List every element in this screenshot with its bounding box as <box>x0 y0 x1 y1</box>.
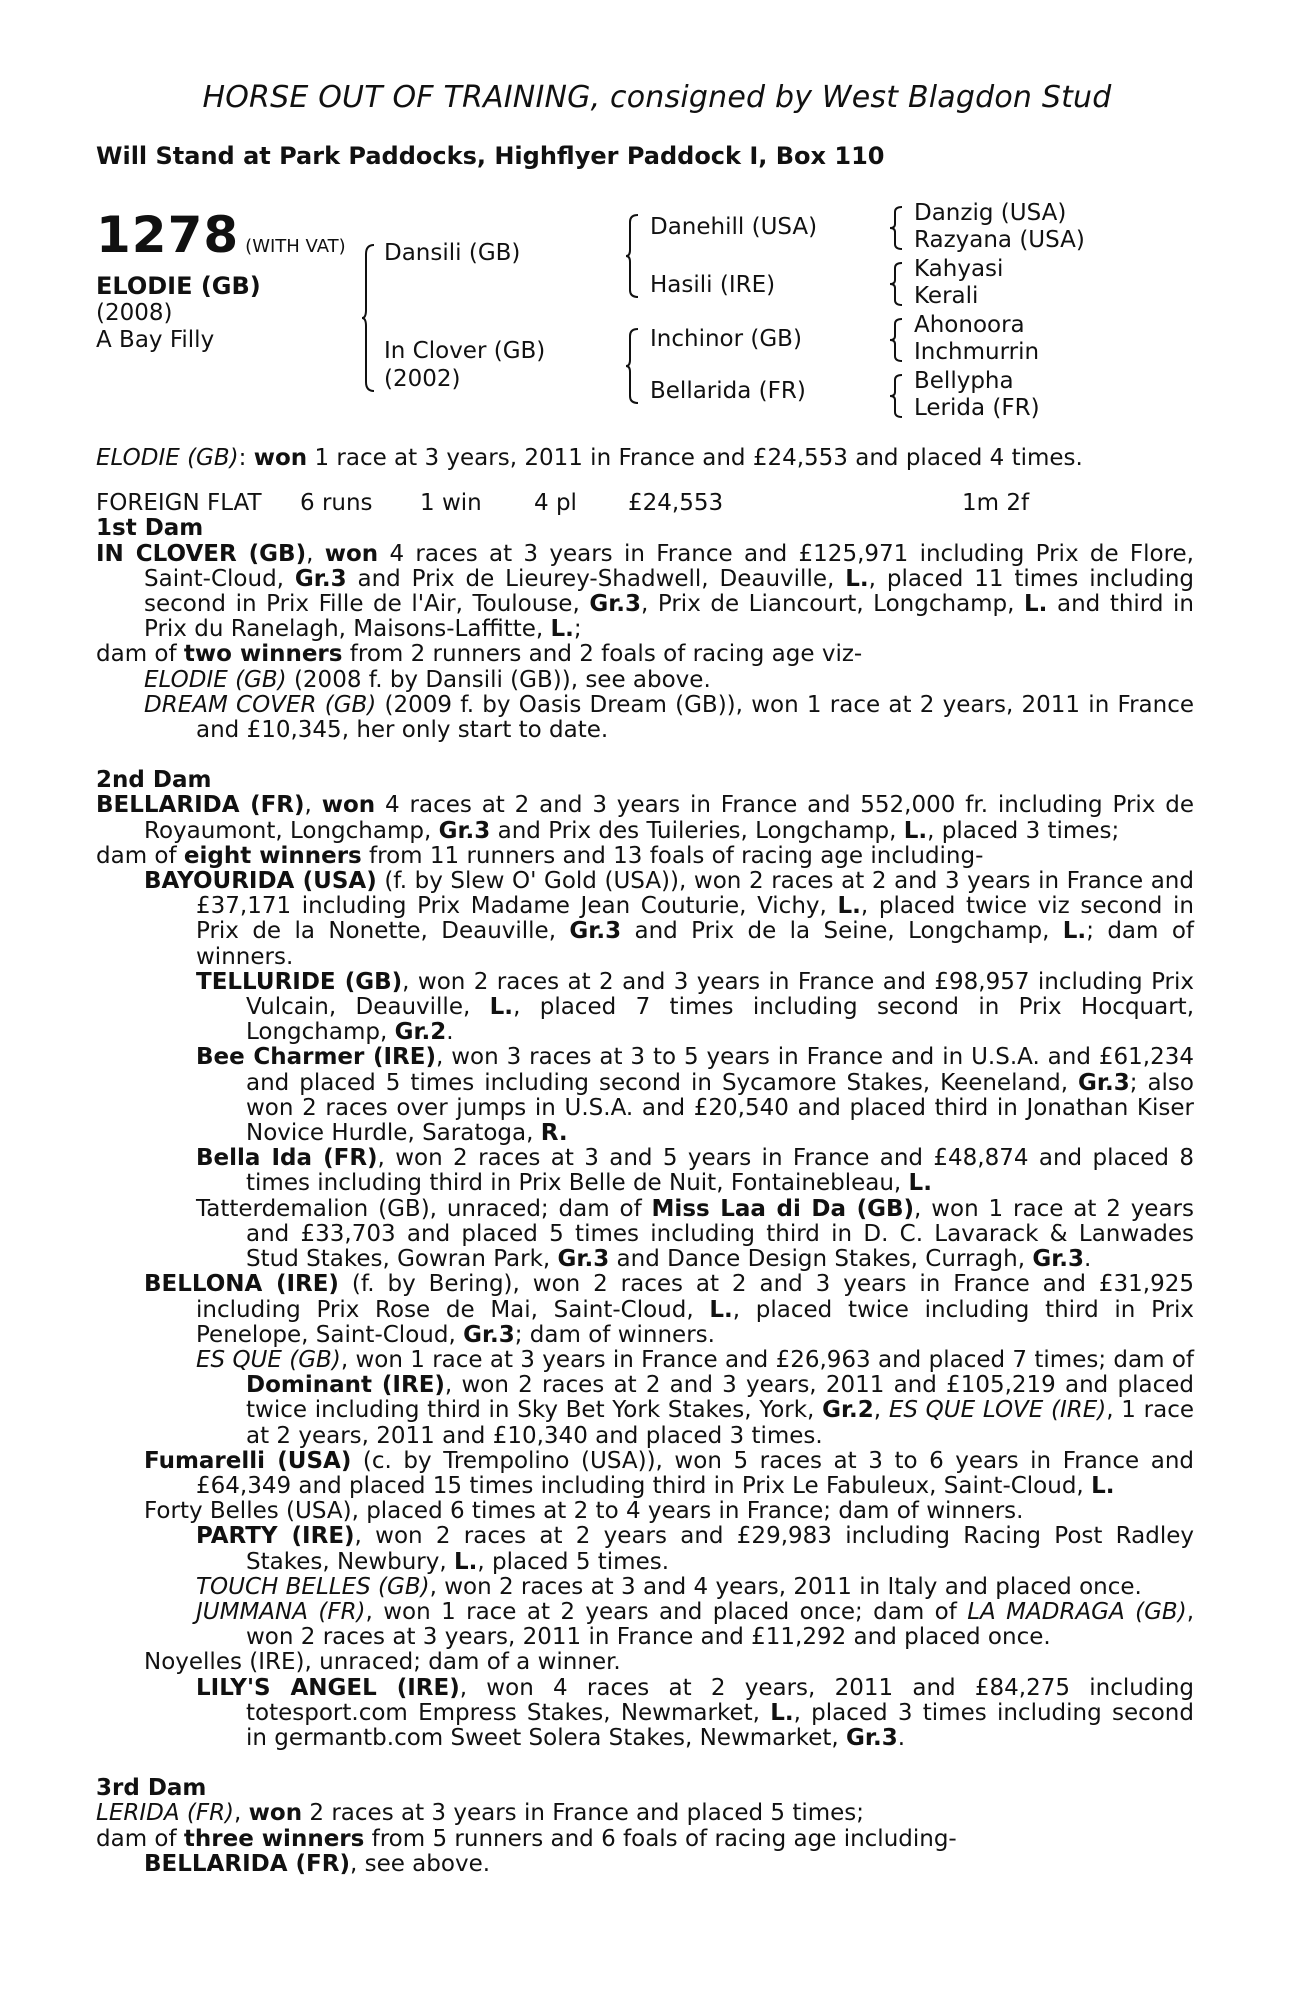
produce-noyelles: Noyelles (IRE), unraced; dam of a winner. <box>144 1649 621 1676</box>
horse-name: ELODIE (GB) <box>96 272 261 300</box>
record-placed: 4 pl <box>534 490 577 517</box>
third-dam-heading: 3rd Dam <box>96 1775 207 1802</box>
lot-header <box>96 206 346 264</box>
catalogue-body <box>96 446 1194 1877</box>
pedigree-dam-dam: Bellarida (FR) <box>650 378 806 404</box>
foreign-flat-record <box>96 491 1194 516</box>
pedigree-brace-3c <box>890 318 904 362</box>
produce-bellona: BELLONA (IRE) (f. by Bering), won 2 races at 2 and 3 years in France and £31,925 including Prix Rose de Mai, Saint-Cloud, L., placed twice including third in Prix Penelope, Saint-Cloud, Gr.3; dam of winners. <box>144 1271 1194 1348</box>
race-summary: ELODIE (GB): won 1 race at 3 years, 2011 in France and £24,553 and placed 4 times. <box>96 445 1083 471</box>
pedigree-brace-2b <box>626 328 640 404</box>
second-dam-produce-summary: dam of eight winners from 11 runners and 13 foals of racing age including- <box>96 842 984 869</box>
produce-party: PARTY (IRE), won 2 races at 2 years and £29,983 including Racing Post Radley Stakes, Newbury, L., placed 5 times. <box>196 1523 1194 1575</box>
first-dam-produce-1: ELODIE (GB) (2008 f. by Dansili (GB)), see above. <box>144 666 711 693</box>
record-earnings: £24,553 <box>628 490 724 517</box>
produce-touch-belles: TOUCH BELLES (GB), won 2 races at 3 and 4 years, 2011 in Italy and placed once. <box>196 1573 1142 1600</box>
pedigree-brace-2a <box>626 214 640 298</box>
summary-horse-name: ELODIE (GB) <box>96 445 239 471</box>
horse-description: A Bay Filly <box>96 327 215 353</box>
record-distance: 1m 2f <box>962 490 1030 517</box>
pedigree-g4: Kerali <box>914 283 979 309</box>
produce-telluride: TELLURIDE (GB), won 2 races at 2 and 3 years in France and £98,957 including Prix Vulcain, Deauville, L., placed 7 times including second in Prix Hocquart, Longchamp, Gr.2. <box>196 968 1195 1046</box>
record-wins: 1 win <box>420 490 482 517</box>
pedigree-g1: Danzig (USA) <box>914 200 1067 226</box>
record-label: FOREIGN FLAT <box>96 490 262 517</box>
produce-forty-belles: Forty Belles (USA), placed 6 times at 2 to 4 years in France; dam of winners. <box>144 1498 1024 1525</box>
pedigree-g3: Kahyasi <box>914 256 1004 282</box>
produce-bee-charmer: Bee Charmer (IRE), won 3 races at 3 to 5 years in France and in U.S.A. and £61,234 and placed 5 times including second in Sycamore Stakes, Keeneland, Gr.3; also won 2 races over jumps in U.S.A. and £20,540 and placed third in Jonathan Kiser Novice Hurdle, Saratoga, R. <box>196 1044 1194 1147</box>
pedigree-sire-dam: Hasili (IRE) <box>650 272 776 298</box>
pedigree-brace-1 <box>362 244 376 392</box>
produce-bellarida: BELLARIDA (FR), see above. <box>144 1850 491 1877</box>
produce-bella-ida: Bella Ida (FR), won 2 races at 3 and 5 years in France and £48,874 and placed 8 times including third in Prix Belle de Nuit, Fontainebleau, L. <box>196 1145 1194 1197</box>
first-dam-produce-2: DREAM COVER (GB) (2009 f. by Oasis Dream (GB)), won 1 race at 2 years, 2011 in France and £10,345, her only start to date. <box>144 691 1194 744</box>
pedigree-g8: Lerida (FR) <box>914 395 1040 421</box>
record-runs: 6 runs <box>300 490 373 517</box>
pedigree-dam-sire: Inchinor (GB) <box>650 326 802 352</box>
pedigree-g7: Bellypha <box>914 368 1014 394</box>
pedigree-sire-sire: Danehill (USA) <box>650 214 818 240</box>
pedigree-g2: Razyana (USA) <box>914 227 1085 253</box>
produce-es-que: ES QUE (GB), won 1 race at 3 years in France and £26,963 and placed 7 times; dam of Dominant (IRE), won 2 races at 2 and 3 years, 2011 and £105,219 and placed twice including third in Sky Bet York Stakes, York, Gr.2, ES QUE LOVE (IRE), 1 race at 2 years, 2011 and £10,340 and placed 3 times. <box>196 1346 1194 1449</box>
second-dam-heading: 2nd Dam <box>96 767 212 794</box>
produce-fumarelli: Fumarelli (USA) (c. by Trempolino (USA)), won 5 races at 3 to 6 years in France and £64,349 and placed 15 times including third in Prix Le Fabuleux, Saint-Cloud, L. <box>144 1447 1195 1499</box>
stand-location: Will Stand at Park Paddocks, Highflyer Paddock I, Box 110 <box>96 142 885 170</box>
horse-year: (2008) <box>96 300 173 326</box>
pedigree-g6: Inchmurrin <box>914 339 1040 365</box>
first-dam-heading: 1st Dam <box>96 515 204 542</box>
third-dam-record: LERIDA (FR), won 2 races at 3 years in France and placed 5 times; <box>96 1800 865 1827</box>
vat-label: (WITH VAT) <box>245 236 346 257</box>
pedigree-brace-3b <box>890 262 904 306</box>
third-dam-produce-summary: dam of three winners from 5 runners and 6 foals of racing age including- <box>96 1825 957 1852</box>
consignor-title: HORSE OUT OF TRAINING, consigned by West Blagdon Stud <box>202 80 1112 115</box>
pedigree-dam: In Clover (GB) <box>384 338 546 364</box>
lot-number: 1278 <box>96 206 240 264</box>
first-dam-record: IN CLOVER (GB), won 4 races at 3 years in France and £125,971 including Prix de Flore, Saint-Cloud, Gr.3 and Prix de Lieurey-Shadwell, Deauville, L., placed 11 times including second in Prix Fille de l'Air, Toulouse, Gr.3, Prix de Liancourt, Longchamp, L. and third in Prix du Ranelagh, Maisons-Laffitte, L.; <box>96 540 1194 643</box>
produce-bayourida: BAYOURIDA (USA) (f. by Slew O' Gold (USA)), won 2 races at 2 and 3 years in France and £37,171 including Prix Madame Jean Couturie, Vichy, L., placed twice viz second in Prix de la Nonette, Deauville, Gr.3 and Prix de la Seine, Longchamp, L.; dam of winners. <box>144 868 1194 970</box>
first-dam-produce-summary: dam of two winners from 2 runners and 2 foals of racing age viz- <box>96 641 863 668</box>
pedigree-sire: Dansili (GB) <box>384 240 521 266</box>
produce-lilys-angel: LILY'S ANGEL (IRE), won 4 races at 2 years, 2011 and £84,275 including totesport.com Empress Stakes, Newmarket, L., placed 3 times including second in germantb.com Sweet Solera Stakes, Newmarket, Gr.3. <box>196 1674 1194 1751</box>
second-dam-record: BELLARIDA (FR), won 4 races at 2 and 3 years in France and 552,000 fr. including Prix de Royaumont, Longchamp, Gr.3 and Prix des Tuileries, Longchamp, L., placed 3 times; <box>96 792 1195 844</box>
produce-tatterdemalion: Tatterdemalion (GB), unraced; dam of Miss Laa di Da (GB), won 1 race at 2 years and £33,703 and placed 5 times including third in D. C. Lavarack & Lanwades Stud Stakes, Gowran Park, Gr.3 and Dance Design Stakes, Curragh, Gr.3. <box>196 1195 1194 1273</box>
produce-jummana: JUMMANA (FR), won 1 race at 2 years and placed once; dam of LA MADRAGA (GB), won 2 races at 3 years, 2011 in France and £11,292 and placed once. <box>196 1598 1194 1651</box>
pedigree-brace-3d <box>890 374 904 418</box>
pedigree-g5: Ahonoora <box>914 312 1025 338</box>
pedigree-dam-year: (2002) <box>384 366 461 392</box>
pedigree-brace-3a <box>890 206 904 250</box>
